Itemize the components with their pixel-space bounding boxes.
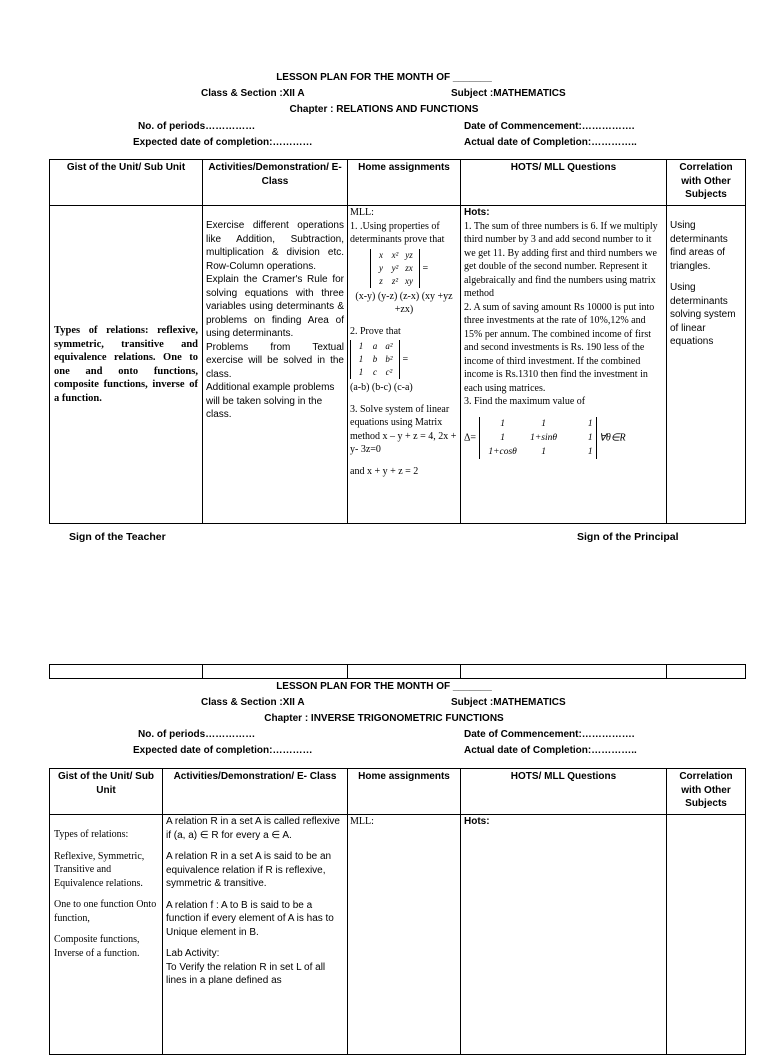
- plan2-commencement: Date of Commencement:…………….: [464, 729, 635, 740]
- header-hots: HOTS/ MLL Questions: [461, 160, 667, 206]
- activity-item: A relation f : A to B is said to be a function if every element of A is has to Unique element in B.: [166, 899, 334, 938]
- activity-item: A relation R in a set A is called reflexive if (a, a) ∈ R for every a ∈ A.: [166, 816, 340, 841]
- activity-item: Problems from Textual exercise will be solved in the class.: [206, 341, 344, 380]
- activity-item: Exercise different operations like Addition, Subtraction, multiplication & division etc. Row-Column operations.: [206, 220, 344, 272]
- plan1-title: LESSON PLAN FOR THE MONTH OF _______: [276, 72, 492, 83]
- determinant-1: x x² yz y y² zx z z² xy: [370, 249, 420, 288]
- header-hots: HOTS/ MLL Questions: [461, 769, 667, 815]
- determinant-3: 1 1 1 1 1+sinθ 1 1+cosθ 1 1: [479, 417, 597, 459]
- home-q3: 3. Solve system of linear equations using Matrix method x – y + z = 4, 2x + y- 3z=0: [350, 403, 457, 455]
- plan2-expected: Expected date of completion:…………: [133, 745, 313, 756]
- home-q1-result: (x-y) (y-z) (z-x) (xy +yz +zx): [355, 290, 453, 315]
- activity-item: To Verify the relation R in set L of all lines in a plane defined as: [166, 961, 326, 986]
- correlation-item: Using determinants find areas of triangles.: [670, 220, 728, 272]
- plan1-actual: Actual date of Completion:…………..: [464, 137, 637, 148]
- activity-item: Additional example problems will be taken solving in the class.: [206, 382, 335, 420]
- hots-label: Hots:: [464, 207, 490, 218]
- gist-text: Types of relations: reflexive, symmetric, transitive and equivalence relations. One to one and onto functions, composite functions, inverse of a function.: [54, 325, 198, 404]
- principal-sign: Sign of the Principal: [577, 531, 679, 543]
- header-correlation: Correlation with Other Subjects: [667, 160, 746, 206]
- header-correlation: Correlation with Other Subjects: [667, 769, 746, 815]
- plan1-subject: Subject :MATHEMATICS: [451, 88, 566, 99]
- plan1-commencement: Date of Commencement:…………….: [464, 121, 635, 132]
- plan2-table: [49, 768, 746, 1055]
- plan2-class-section: Class & Section :XII A: [201, 697, 305, 708]
- plan2-periods: No. of periods……………: [138, 729, 256, 740]
- determinant-2: 1 a a² 1 b b² 1 c c²: [350, 340, 400, 379]
- home-q2: 2. Prove that: [350, 325, 401, 337]
- activity-item: Lab Activity:: [166, 948, 220, 959]
- gist-item: Reflexive, Symmetric, Transitive and Equivalence relations.: [54, 850, 145, 889]
- plan2-chapter: Chapter : INVERSE TRIGONOMETRIC FUNCTIONS: [264, 713, 504, 724]
- plan1-chapter: Chapter : RELATIONS AND FUNCTIONS: [289, 104, 479, 115]
- hots-q1: 1. The sum of three numbers is 6. If we multiply third number by 3 and add second number to it we get 11. By adding first and third numbers we get double of the second number. Represent it algebraically and find the numbers using matrix method: [464, 220, 658, 299]
- gist-item: One to one function Onto function,: [54, 899, 157, 924]
- gist-item: Types of relations:: [54, 829, 129, 840]
- header-home: Home assignments: [348, 769, 461, 815]
- header-gist: Gist of the Unit/ Sub Unit: [50, 160, 203, 206]
- gist-item: Composite functions, Inverse of a function.: [54, 934, 140, 959]
- plan1-expected: Expected date of completion:…………: [133, 137, 313, 148]
- hots-q2: 2. A sum of saving amount Rs 10000 is put into three investments at the rate of 10%,12% and 15% per annum. The combined income of first and second investments is Rs. 190 less of the income of third investment. If the combined income is Rs.1310 then find the investment in each using matrices.: [464, 301, 655, 394]
- condition: ∀θ∈R: [599, 431, 626, 443]
- header-gist: Gist of the Unit/ Sub Unit: [50, 769, 163, 815]
- plan2-actual: Actual date of Completion:…………..: [464, 745, 637, 756]
- delta-symbol: Δ=: [464, 431, 477, 443]
- home-q2-result: (a-b) (b-c) (c-a): [350, 382, 413, 393]
- home-q2-det-row: [350, 338, 458, 381]
- home-q3-tail: and x + y + z = 2: [350, 465, 419, 477]
- plan2-title: LESSON PLAN FOR THE MONTH OF _______: [276, 681, 492, 692]
- activity-item: Explain the Cramer's Rule for solving equations with three variables using determinants & problems on finding Area of using determinants.: [206, 274, 344, 339]
- plan1-periods: No. of periods……………: [138, 121, 256, 132]
- plan1-class-section: Class & Section :XII A: [201, 88, 305, 99]
- hots-label: Hots:: [464, 816, 490, 827]
- activity-item: A relation R in a set A is said to be an equivalence relation if R is reflexive, symmetric & transitive.: [166, 851, 332, 889]
- hots-q3: 3. Find the maximum value of: [464, 396, 586, 407]
- home-q1: 1. .Using properties of determinants prove that: [350, 220, 445, 245]
- home-label: MLL:: [350, 207, 374, 218]
- home-q1-det-row: [350, 247, 458, 290]
- home-q2-eq: =: [402, 353, 409, 365]
- home-q1-eq: =: [422, 262, 429, 274]
- hots-q3-expression: [464, 409, 663, 459]
- header-home: Home assignments: [348, 160, 461, 206]
- teacher-sign: Sign of the Teacher: [69, 531, 166, 543]
- plan2-subject: Subject :MATHEMATICS: [451, 697, 566, 708]
- separator-table: [49, 664, 746, 679]
- header-activities: Activities/Demonstration/ E- Class: [163, 769, 348, 815]
- home-label: MLL:: [350, 816, 374, 827]
- plan1-table: [49, 159, 746, 524]
- header-activities: Activities/Demonstration/ E- Class: [203, 160, 348, 206]
- correlation-item: Using determinants solving system of linear equations: [670, 282, 736, 347]
